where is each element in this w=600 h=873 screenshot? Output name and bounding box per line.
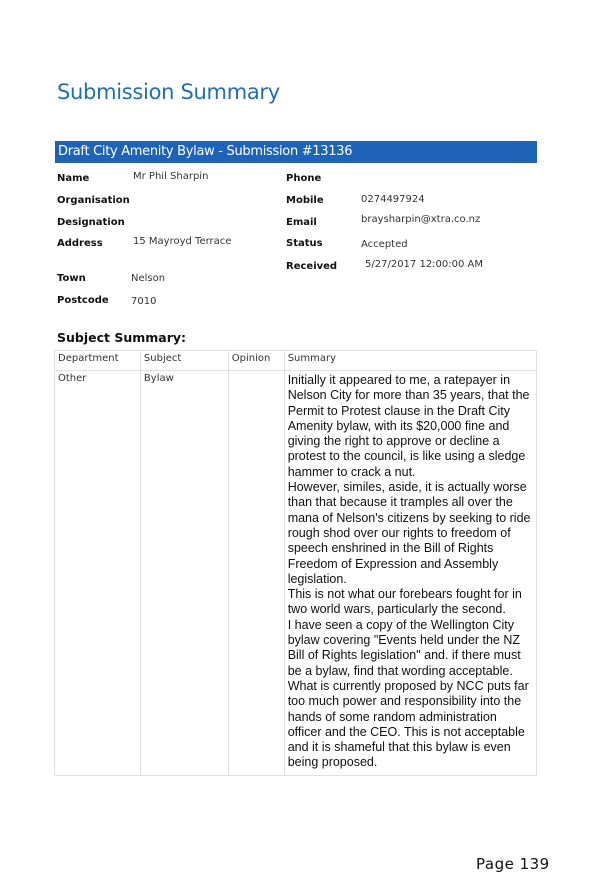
town-value: Nelson: [131, 273, 166, 284]
status-value: Accepted: [361, 239, 408, 250]
name-value: Mr Phil Sharpin: [133, 171, 209, 182]
subject-summary-table: [54, 350, 537, 776]
table-row: [55, 371, 537, 776]
opinion-cell: [228, 371, 284, 776]
summary-paragraph: However, similes, aside, it is actually worse than that because it tramples all over the mana of Nelson's citizens by seeking to ride rough shod over our rights to freedom of speech enshrined in the Bill of Rights Freedom of Expression and Assembly legislation.: [287, 480, 531, 586]
town-label: Town: [57, 273, 86, 284]
mobile-label: Mobile: [286, 195, 324, 206]
organisation-label: Organisation: [57, 195, 130, 206]
summary-paragraph: Initially it appeared to me, a ratepayer in Nelson City for more than 35 years, that the Permit to Protest clause in the Draft City Amenity bylaw, with its $20,000 fine and giving the right to approve or decline a protest to the council, is like using a sledge hammer to crack a nut.: [287, 373, 530, 479]
page-title: Submission Summary: [57, 80, 280, 104]
column-header-department: Department: [55, 351, 141, 371]
designation-label: Designation: [57, 217, 125, 228]
received-value: 5/27/2017 12:00:00 AM: [365, 259, 484, 270]
address-value: 15 Mayroyd Terrace: [133, 236, 232, 247]
name-label: Name: [57, 173, 90, 184]
submission-header: Draft City Amenity Bylaw - Submission #13136: [55, 141, 537, 163]
column-header-summary: Summary: [284, 351, 536, 371]
summary-paragraph: What is currently proposed by NCC puts far too much power and responsibility into the hands of some random administration officer and the CEO. This is not acceptable and it is shameful that this bylaw is even being proposed.: [287, 678, 529, 770]
summary-cell: [284, 371, 536, 776]
mobile-value: 0274497924: [361, 194, 425, 205]
subject-cell: Bylaw: [140, 371, 228, 776]
status-label: Status: [286, 238, 323, 249]
subject-summary-heading: Subject Summary:: [57, 330, 187, 345]
summary-paragraph: I have seen a copy of the Wellington City bylaw covering "Events held under the NZ Bill of Rights legislation" and. if there must be a bylaw, find that wording acceptable.: [287, 617, 521, 678]
page-number: Page 139: [476, 855, 550, 873]
column-header-opinion: Opinion: [228, 351, 284, 371]
email-value: braysharpin@xtra.co.nz: [361, 214, 481, 225]
received-label: Received: [286, 261, 338, 272]
phone-label: Phone: [286, 173, 322, 184]
table-header-row: [55, 351, 537, 371]
department-cell: Other: [55, 371, 141, 776]
postcode-value: 7010: [131, 296, 157, 307]
column-header-subject: Subject: [140, 351, 228, 371]
postcode-label: Postcode: [57, 295, 109, 306]
address-label: Address: [57, 238, 103, 249]
summary-paragraph: This is not what our forebears fought for in two world wars, particularly the second.: [287, 587, 522, 617]
email-label: Email: [286, 217, 317, 228]
